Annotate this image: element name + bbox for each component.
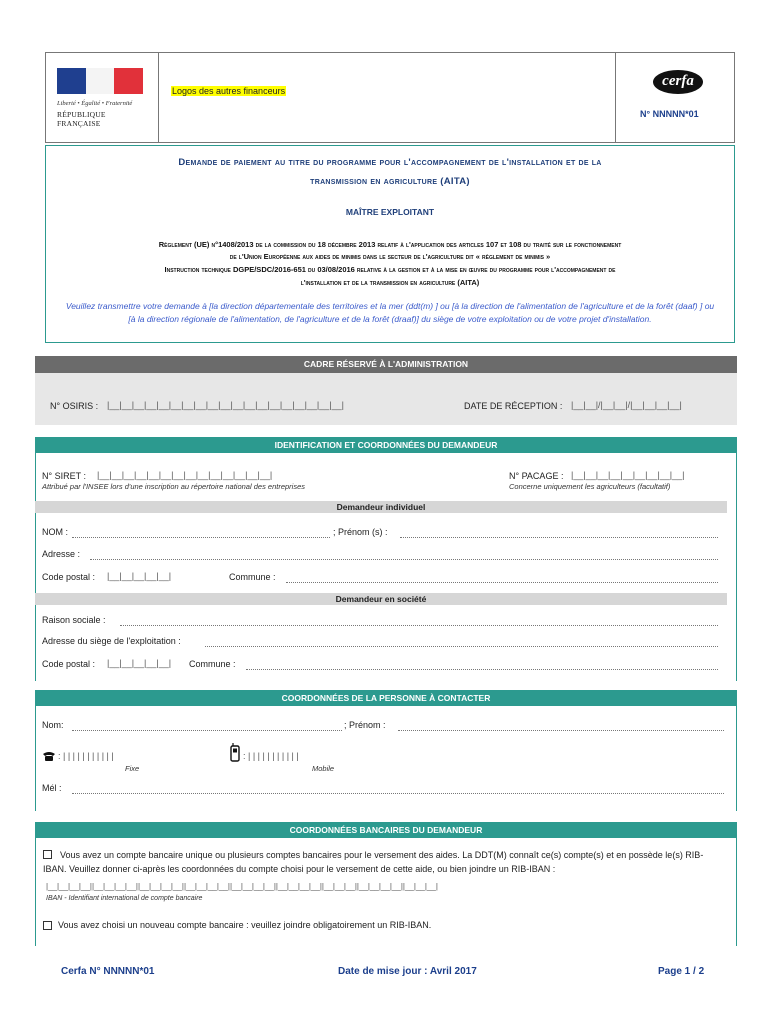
regulation-line1: Règlement (UE) n°1408/2013 de la commission du 18 décembre 2013 relatif à l'application des articles 107 et 108 du traité sur le fonctionnement	[158, 240, 622, 249]
postcode-label: Code postal :	[42, 572, 96, 582]
footer-update-date: Date de mise jour : Avril 2017	[338, 966, 477, 977]
email-label: Mél :	[42, 783, 62, 793]
osiris-label: N° OSIRIS :	[50, 401, 99, 411]
form-title-line2: transmission en agriculture (AITA)	[310, 176, 470, 187]
fixed-phone-label: Fixe	[125, 764, 140, 773]
reception-date-field[interactable]: |__|__|/|__|__|/|__|__|__|__|	[571, 400, 682, 410]
identification-left-border	[35, 453, 36, 681]
name-label: NOM :	[42, 527, 68, 537]
admin-section-body	[35, 373, 737, 425]
bank-right-border	[736, 838, 737, 946]
contact-left-border	[35, 706, 36, 811]
address-input[interactable]	[90, 559, 718, 560]
cerfa-cell	[615, 53, 734, 142]
address-label: Adresse :	[42, 549, 81, 559]
company-commune-label: Commune :	[189, 659, 236, 669]
siret-note: Attribué par l'INSEE lors d'une inscription au répertoire national des entreprises	[42, 482, 306, 491]
postcode-field[interactable]: |__|__|__|__|__|	[107, 571, 172, 581]
name-input[interactable]	[72, 537, 330, 538]
admin-section-heading: CADRE RÉSERVÉ À L'ADMINISTRATION	[35, 356, 737, 373]
hq-address-label: Adresse du siège de l'exploitation :	[42, 636, 181, 646]
rf-name: RÉPUBLIQUE FRANÇAISE	[57, 110, 106, 128]
cerfa-number: N° NNNNN*01	[640, 109, 699, 119]
contact-name-label: Nom:	[42, 720, 64, 730]
contact-firstname-label: ; Prénom :	[344, 720, 386, 730]
commune-label: Commune :	[229, 572, 276, 582]
email-input[interactable]	[72, 793, 724, 794]
osiris-number-field[interactable]: |__|__|__|__|__|__|__|__|__|__|__|__|__|__|__|__|__|__|__|	[107, 400, 344, 410]
cerfa-logo: cerfa	[653, 70, 703, 94]
mobile-phone-icon	[230, 743, 240, 762]
company-commune-input[interactable]	[246, 669, 718, 670]
new-account-text: Vous avez choisi un nouveau compte bancaire : veuillez joindre obligatoirement un RIB-IBAN.	[58, 920, 432, 930]
regulation-line4: l'installation et de la transmission en agriculture (AITA)	[300, 278, 480, 287]
commune-input[interactable]	[286, 582, 718, 583]
pacage-note: Concerne uniquement les agriculteurs (facultatif)	[509, 482, 671, 491]
form-subtitle: MAÎTRE EXPLOITANT	[345, 207, 435, 217]
firstname-label: ; Prénom (s) :	[333, 527, 388, 537]
company-name-input[interactable]	[120, 625, 718, 626]
identification-heading: IDENTIFICATION ET COORDONNÉES DU DEMANDEUR	[35, 437, 737, 453]
hq-address-input[interactable]	[205, 646, 718, 647]
rf-motto: Liberté • Égalité • Fraternité	[57, 100, 133, 107]
footer-cerfa-number: Cerfa N° NNNNN*01	[61, 966, 155, 977]
rf-logo-cell	[46, 53, 159, 142]
iban-note: IBAN - Identifiant international de compte bancaire	[46, 895, 203, 902]
reception-date-label: DATE DE RÉCEPTION :	[464, 401, 563, 411]
contact-right-border	[736, 706, 737, 811]
firstname-input[interactable]	[400, 537, 718, 538]
iban-field[interactable]: |__|__|__|__||__|__|__|__||__|__|__|__||__|__|__|__||__|__|__|__||__|__|__|__||__|__|__||__|__|__|__||__|__|__|	[46, 882, 438, 891]
bank-heading: COORDONNÉES BANCAIRES DU DEMANDEUR	[35, 822, 737, 838]
individual-applicant-heading: Demandeur individuel	[35, 501, 727, 513]
mobile-phone-field[interactable]: : | | | | | | | | | | |	[243, 751, 299, 761]
contact-firstname-input[interactable]	[398, 730, 724, 731]
company-name-label: Raison sociale :	[42, 615, 106, 625]
contact-heading: COORDONNÉES DE LA PERSONNE À CONTACTER	[35, 690, 737, 706]
submission-instructions: Veuillez transmettre votre demande à [la direction départementale des territoires et la mer (ddt(m) ] ou [à la direction de l'alimentation de l'agriculture et de la forêt (daaf) ] ou [à la direction régionale de l'alimentation, de l'agriculture et de la forêt (draaf)] du siège de votre exploitation ou de votre projet d'installation.	[65, 301, 715, 324]
regulation-line3: Instruction technique DGPE/SDC/2016-651 du 03/08/2016 relative à la gestion et à la mise en œuvre du programme pour l'accompagnement de	[164, 265, 616, 274]
footer-page-number: Page 1 / 2	[658, 966, 705, 977]
new-account-checkbox[interactable]	[43, 921, 52, 930]
siret-field[interactable]: |__|__|__|__|__|__|__|__|__|__|__|__|__|__|	[97, 470, 273, 480]
phone-icon	[42, 751, 56, 762]
contact-name-input[interactable]	[72, 730, 342, 731]
regulation-line2: de l'Union Européenne aux aides de minimis dans le secteur de l'agriculture dit « règlement de minimis »	[229, 252, 551, 261]
pacage-field[interactable]: |__|__|__|__|__|__|__|__|__|	[571, 470, 685, 480]
company-applicant-heading: Demandeur en société	[35, 593, 727, 605]
form-title-line1: Demande de paiement au titre du programme pour l'accompagnement de l'installation et de la	[178, 157, 602, 168]
other-funders-placeholder: Logos des autres financeurs	[172, 86, 286, 96]
company-postcode-field[interactable]: |__|__|__|__|__|	[107, 658, 172, 668]
mobile-phone-label: Mobile	[312, 764, 335, 773]
identification-right-border	[736, 453, 737, 681]
single-account-text: Vous avez un compte bancaire unique ou plusieurs comptes bancaires pour le versement des aides. La DDT(M) connaît ce(s) compte(s) et en possède le(s) RIB-IBAN. Veuillez donner ci-après les coordonnées du compte choisi pour le versement de cette aide, ou bien joindre un RIB-IBAN :	[43, 850, 704, 874]
pacage-label: N° PACAGE :	[509, 471, 564, 481]
siret-label: N° SIRET :	[42, 471, 86, 481]
fixed-phone-field[interactable]: : | | | | | | | | | | |	[58, 751, 114, 761]
company-postcode-label: Code postal :	[42, 659, 96, 669]
marianne-flag-icon	[57, 68, 143, 94]
form-header	[45, 52, 735, 143]
bank-left-border	[35, 838, 36, 946]
